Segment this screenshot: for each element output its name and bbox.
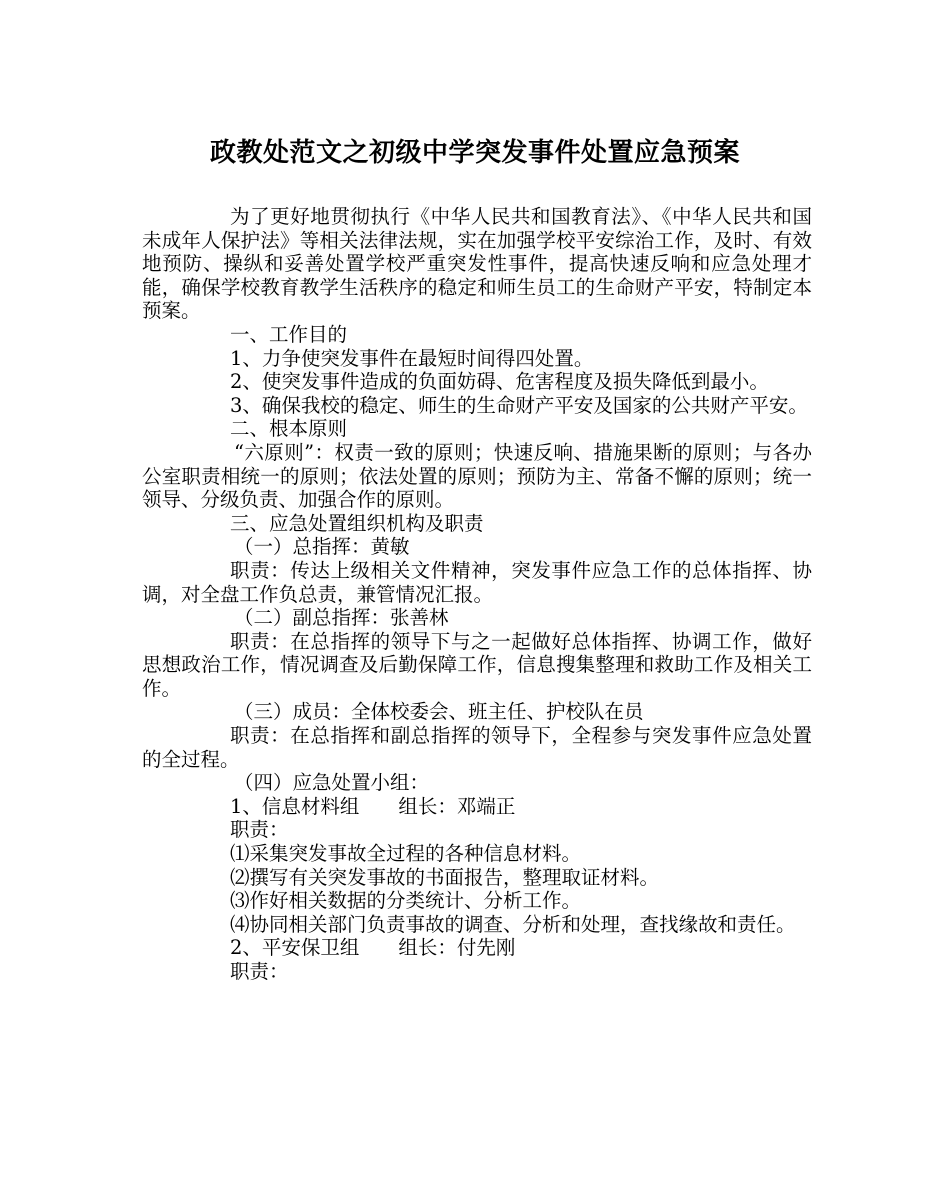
paragraph-intro: 为了更好地贯彻执行《中华人民共和国教育法》、《中华人民共和国未成年人保护法》等相关法律法规，实在加强学校平安综治工作，及时、有效地预防、操纵和妥善处置学校严重突发性事件，提高快速反响和应急处理才能，确保学校教育教学生活秩序的稳定和师生员工的生命财产平安，特制定本预案。 [142,205,812,323]
section-heading-basic-principles: 二、根本原则 [230,417,348,441]
section-heading-organization: 三、应急处置组织机构及职责 [230,511,484,535]
paragraph-six-principles: “六原则”：权责一致的原则；快速反响、措施果断的原则；与各办公室职责相统一的原则；依法处置的原则；预防为主、常备不懈的原则；统一领导、分级负责、加强合作的原则。 [142,440,812,512]
duty-paragraph: 职责：在总指挥和副总指挥的领导下，全程参与突发事件应急处置的全过程。 [142,724,812,771]
list-item: ⑷协同相关部门负责事故的调查、分析和处理，查找缘故和责任。 [230,912,796,936]
section-heading-work-purpose: 一、工作目的 [230,322,348,346]
duty-label: 职责： [230,818,289,842]
list-item: 1、力争使突发事件在最短时间得四处置。 [230,346,594,370]
role-members: （三）成员：全体校委会、班主任、护校队在员 [234,700,644,724]
list-item: ⑴采集突发事故全过程的各种信息材料。 [230,842,582,866]
subsection-emergency-groups: （四）应急处置小组： [234,771,430,795]
group-information-materials: 1、信息材料组 组长：邓端正 [230,794,516,818]
list-item: ⑵撰写有关突发事故的书面报告，整理取证材料。 [230,865,660,889]
document-body [142,205,812,984]
group-safety-security: 2、平安保卫组 组长：付先刚 [230,936,516,960]
document-title: 政教处范文之初级中学突发事件处置应急预案 [209,138,740,168]
duty-label: 职责： [230,960,289,983]
role-chief-commander: （一）总指挥：黄敏 [234,535,410,559]
duty-paragraph: 职责：在总指挥的领导下与之一起做好总体指挥、协调工作，做好思想政治工作，情况调查及后勤保障工作，信息搜集整理和救助工作及相关工作。 [142,629,812,700]
role-deputy-commander: （二）副总指挥：张善林 [234,606,449,630]
list-item: 2、使突发事件造成的负面妨碍、危害程度及损失降低到最小。 [230,370,769,394]
duty-paragraph: 职责：传达上级相关文件精神，突发事件应急工作的总体指挥、协调，对全盘工作负总责，兼管情况汇报。 [142,558,812,606]
list-item: 3、确保我校的稳定、师生的生命财产平安及国家的公共财产平安。 [230,393,808,417]
list-item: ⑶作好相关数据的分类统计、分析工作。 [230,889,582,913]
